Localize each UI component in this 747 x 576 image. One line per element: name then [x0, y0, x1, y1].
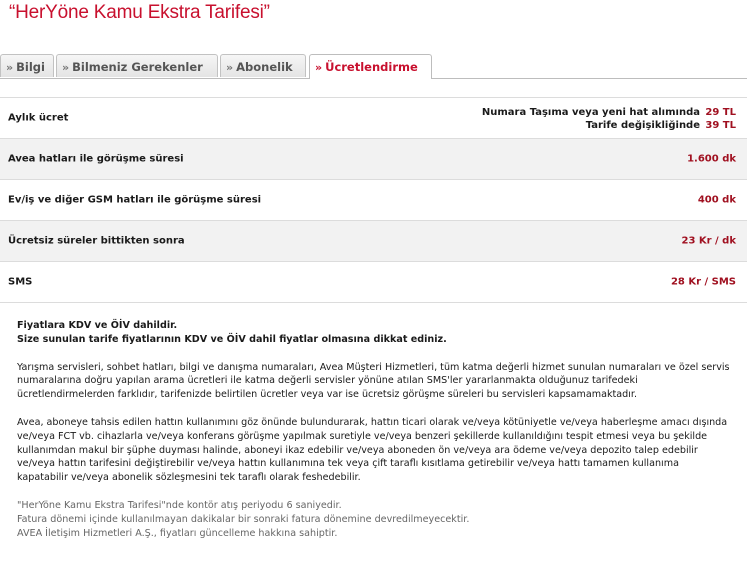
monthly-fee-option: Numara Taşıma veya yeni hat alımında 29 TL — [481, 107, 736, 118]
chevron-right-icon: » — [62, 61, 70, 74]
chevron-right-icon: » — [6, 61, 14, 74]
row-value: 28 Kr / SMS — [670, 276, 736, 288]
table-row — [0, 179, 747, 220]
row-label: Aylık ücret — [8, 112, 69, 124]
table-row-monthly-fee — [0, 97, 747, 138]
row-value: 1.600 dk — [687, 153, 736, 165]
tab-ucretlendirme[interactable]: » Ücretlendirme — [309, 54, 432, 79]
service-exclusion-paragraph: Yarışma servisleri, sohbet hatları, bilgi ve danışma numaraları, Avea Müşteri Hizmetleri, tüm katma değerli hizmet sunulan numaraları ve özel servis numaralarına doğru yapılan arama ücretleri ile katma değerli servisler yönüne atılan SMS'ler yararlanmakta olduğunuz tarifedeki ücretlendirmelerden farklıdır, tarifenizde belirtilen ücretler veya var ise ücretsiz görüşme süreleri bu servisleri kapsamamaktadır. — [17, 361, 730, 401]
footer-note: Fatura dönemi içinde kullanılmayan dakikalar bir sonraki fatura dönemine devredilmeyecektir. — [17, 513, 470, 525]
vat-note: Fiyatlara KDV ve ÖİV dahildir. — [17, 320, 178, 331]
footer-note: AVEA İletişim Hizmetleri A.Ş., fiyatları güncelleme hakkına sahiptir. — [17, 527, 338, 539]
usage-policy-paragraph: Avea, aboneye tahsis edilen hattın kullanımını göz önünde bulundurarak, hattın ticari olarak ve/veya kötüniyetle ve/veya haberleşme amacı dışında ve/veya FCT vb. cihazlarla ve/veya konferans görüşme yapılmak suretiyle ve/veya benzeri şekillerde kullanıldığını tespit etmesi veya bu şekilde kullanımdan makul bir şüphe duyması halinde, aboneyi ikaz edebilir ve/veya aboneden ön ve/veya ara ödeme ve/veya depozito talep edebilir ve/veya hattın tarifesini değiştirebilir ve/veya hattın kullanımına tek veya çift taraflı kısıtlama getirebilir ve/veya hattı tamamen kullanıma kapatabilir ve/veya abonelik sözleşmesini tek taraflı olarak feshedebilir. — [17, 416, 728, 484]
table-row — [0, 261, 747, 302]
tab-bilmeniz-gerekenler[interactable]: » Bilmeniz Gerekenler — [56, 54, 218, 77]
row-label: SMS — [8, 276, 33, 288]
tab-abonelik[interactable]: » Abonelik — [220, 54, 306, 77]
monthly-fee-options — [482, 106, 736, 132]
row-label: Ev/iş ve diğer GSM hatları ile görüşme süresi — [8, 194, 262, 206]
row-label: Avea hatları ile görüşme süresi — [8, 153, 184, 165]
row-value: 400 dk — [697, 194, 736, 206]
monthly-fee-option: Tarife değişikliğinde 39 TL — [585, 120, 736, 131]
footer-note: "HerYöne Kamu Ekstra Tarifesi"nde kontör atış periyodu 6 saniyedir. — [17, 499, 342, 511]
tab-bilgi[interactable]: » Bilgi — [0, 54, 54, 77]
notes-section — [17, 319, 732, 540]
row-value: 23 Kr / dk — [681, 235, 736, 247]
pricing-table — [0, 97, 747, 302]
table-row — [0, 138, 747, 179]
page-title: “HerYöne Kamu Ekstra Tarifesi” — [9, 2, 270, 23]
row-label: Ücretsiz süreler bittikten sonra — [8, 235, 185, 247]
table-bottom-divider — [0, 302, 747, 303]
vat-warning: Size sunulan tarife fiyatlarının KDV ve ÖİV dahil fiyatlar olmasına dikkat ediniz. — [17, 333, 447, 345]
chevron-down-icon: » — [315, 61, 323, 74]
tab-bar — [0, 54, 747, 79]
table-row — [0, 220, 747, 261]
chevron-right-icon: » — [226, 61, 234, 74]
